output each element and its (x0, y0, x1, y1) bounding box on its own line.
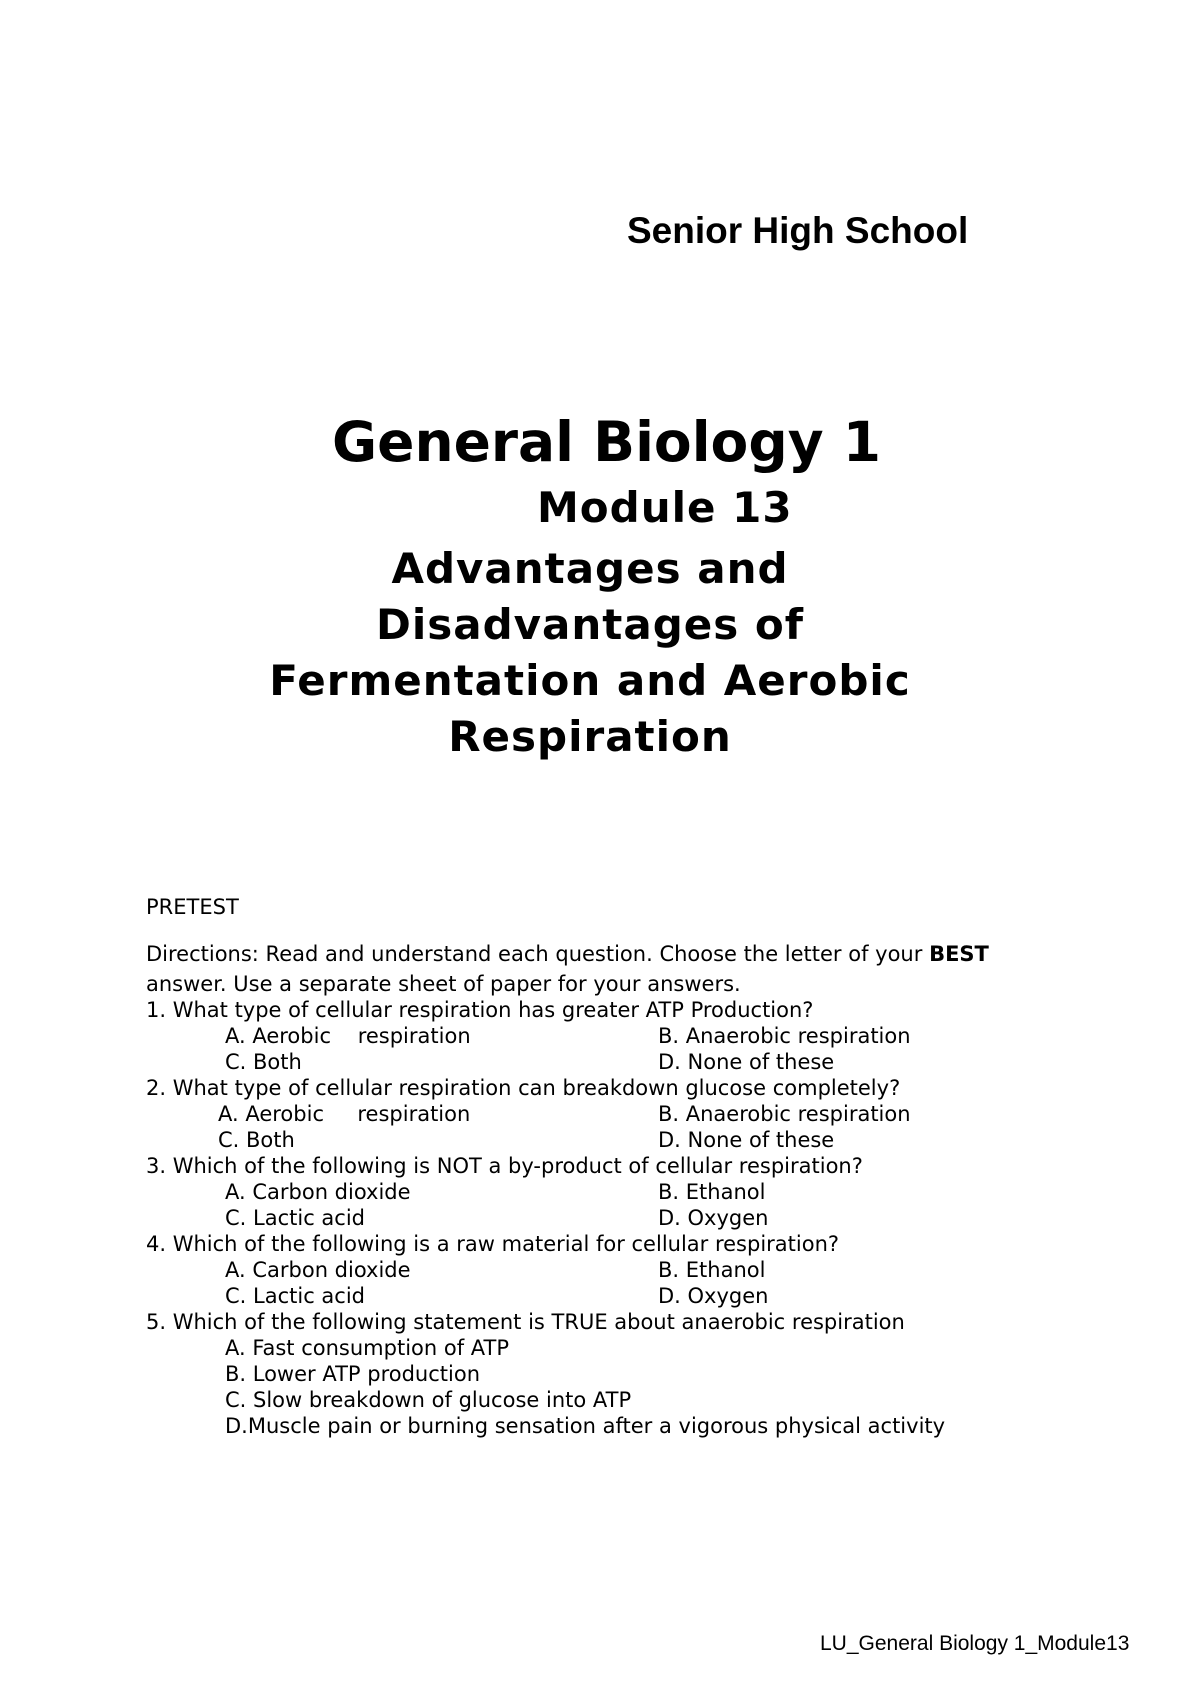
question-2: 2. What type of cellular respiration can breakdown glucose completely? (146, 1076, 901, 1100)
question-5: 5. Which of the following statement is TRUE about anaerobic respiration (146, 1310, 905, 1334)
directions-text: Directions: Read and understand each question. Choose the letter of your (146, 942, 930, 966)
module-topic-line: Fermentation and Aerobic (269, 656, 911, 705)
question-5-option-a: A. Fast consumption of ATP (225, 1336, 510, 1360)
question-1-option-b: B. Anaerobic respiration (658, 1024, 911, 1048)
question-2-option-a: A. Aerobic respiration (218, 1102, 471, 1126)
question-2-option-c: C. Both (218, 1128, 295, 1152)
question-2-option-b: B. Anaerobic respiration (658, 1102, 911, 1126)
question-4-option-d: D. Oxygen (658, 1284, 769, 1308)
question-1-option-d: D. None of these (658, 1050, 835, 1074)
course-title: General Biology 1 (332, 410, 881, 474)
question-3-option-b: B. Ethanol (658, 1180, 766, 1204)
module-number: Module 13 (537, 483, 793, 532)
module-topic-line: Disadvantages of (375, 600, 804, 649)
question-5-option-c: C. Slow breakdown of glucose into ATP (225, 1388, 632, 1412)
directions-line-2: answer. Use a separate sheet of paper for your answers. (146, 972, 741, 996)
question-3-option-c: C. Lactic acid (225, 1206, 365, 1230)
question-4-option-c: C. Lactic acid (225, 1284, 365, 1308)
pretest-heading: PRETEST (146, 895, 239, 919)
directions-emphasis: BEST (929, 942, 989, 966)
question-3-option-a: A. Carbon dioxide (225, 1180, 411, 1204)
module-topic-line: Advantages and (391, 544, 789, 593)
question-4-option-a: A. Carbon dioxide (225, 1258, 411, 1282)
question-4: 4. Which of the following is a raw material for cellular respiration? (146, 1232, 840, 1256)
question-1-option-a: A. Aerobic respiration (225, 1024, 471, 1048)
question-5-option-d: D.Muscle pain or burning sensation after a vigorous physical activity (225, 1414, 946, 1438)
question-3-option-d: D. Oxygen (658, 1206, 769, 1230)
module-topic-line: Respiration (448, 712, 732, 761)
question-5-option-b: B. Lower ATP production (225, 1362, 481, 1386)
question-4-option-b: B. Ethanol (658, 1258, 766, 1282)
page-footer: LU_General Biology 1_Module13 (820, 1632, 1130, 1655)
question-3: 3. Which of the following is NOT a by-product of cellular respiration? (146, 1154, 863, 1178)
directions-line-1 (146, 942, 989, 966)
question-1-option-c: C. Both (225, 1050, 302, 1074)
school-level-heading: Senior High School (627, 210, 969, 251)
question-2-option-d: D. None of these (658, 1128, 835, 1152)
question-1: 1. What type of cellular respiration has greater ATP Production? (146, 998, 814, 1022)
